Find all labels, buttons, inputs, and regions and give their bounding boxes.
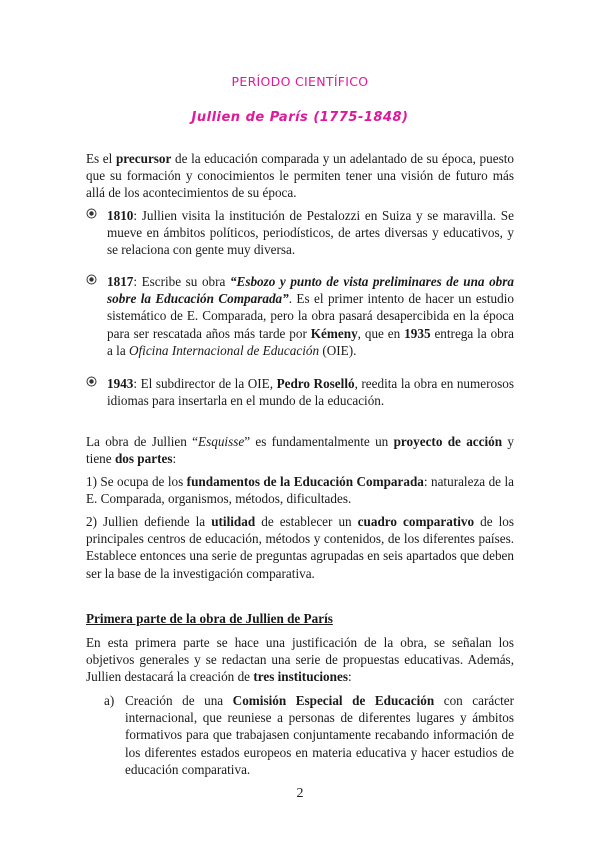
list-item [86,273,514,359]
text: de establecer un [255,514,358,529]
list-item [86,207,514,259]
text: Es el [86,151,116,166]
year: 1817 [107,274,134,289]
page-number: 2 [296,786,304,801]
text: , reedita la obra en numerosos idiomas para insertarla en el mundo de la educación. [107,376,514,409]
text: 1) Se ocupa de los [86,474,187,489]
page-title: PERÍODO CIENTÍFICO [231,74,369,89]
person-name: Kémeny [310,325,358,341]
list-item-text [107,273,514,359]
year: 1935 [404,325,431,341]
text: : El subdirector de la OIE, [133,376,277,391]
text: entrega la obra a la [107,325,514,358]
text: con carácter internacional, que reuniese a personas de diferentes lugares y ámbitos formativos para que trabajasen conjuntamente recabando información de los diferentes estados europeos en materia educativa y hacer estudios de educación comparativa. [125,693,514,777]
text: . Es el primer intento de hacer un estudio sistemático de E. Comparada, pero la obra pasará desapercibida en la época para ser rescatada años más tarde por [107,291,514,341]
year: 1810 [107,208,134,223]
intro-paragraph [86,150,514,202]
list-label: a) [104,693,115,708]
list-item-a [104,692,514,778]
bold-text: utilidad [211,514,256,529]
list-item-text [107,207,514,259]
text: : [172,451,177,467]
esquisse-paragraph [86,433,514,467]
text: Creación de una [125,693,233,708]
text: : Jullien visita la institución de Pestalozzi en Suiza y se maravilla. Se mueve en ámbitos políticos, periodísticos, de artes diversas y educativos, y se relaciona con gente muy diversa. [107,208,514,258]
section-heading: Primera parte de la obra de Jullien de París [86,611,333,626]
bullet-circle-icon [86,376,97,387]
list-item [86,375,514,409]
section-intro-paragraph [86,634,514,686]
text: (OIE). [319,342,357,358]
italic-text: Esquisse [198,434,245,449]
bold-text: tres instituciones [253,669,348,685]
text: 2) Jullien defiende la [86,514,212,529]
text: ” es fundamentalmente un [244,434,394,449]
text: En esta primera parte se hace una justificación de la obra, se señalan los objetivos generales y se redactan una serie de propuestas educativas. Además, Jullien destacará la creación de [86,635,514,685]
organization: Oficina Internacional de Educación [128,342,320,358]
list-item-text [125,692,514,778]
bold-text: Comisión Especial de Educación [232,693,435,708]
year: 1943 [107,376,134,391]
text: , que en [357,325,405,341]
work-title: “Esbozo y punto de vista preliminares de una obra sobre la Educación Comparada” [107,274,514,307]
list-item-text [107,375,514,409]
text: de los principales centros de educación, métodos y contenidos, de los diferentes países. Establece entonces una serie de preguntas agrupadas en seis apartados que deben ser la base de la investigación comparativa. [86,514,514,581]
text: : naturaleza de la E. Comparada, organismos, métodos, dificultades. [86,474,514,507]
bold-text: fundamentos de la Educación Comparada [186,474,424,489]
part1-paragraph [86,473,514,507]
text: : [347,669,352,685]
text: de la educación comparada y un adelantado de su época, puesto que su formación y conocimientos le permiten tener una visión de futuro más allá de los acontecimientos de su época. [86,151,514,201]
bold-text: cuadro comparativo [357,514,475,529]
text: y tiene [86,434,515,467]
bold-text: dos partes [114,451,173,467]
text: La obra de Jullien “ [86,434,199,449]
page-subtitle: Jullien de París (1775-1848) [191,110,409,125]
person-name: Pedro Roselló [276,376,355,391]
bold-text: proyecto de acción [393,434,503,449]
part2-paragraph [86,513,514,582]
text: : Escribe su obra [133,274,230,289]
bold-text: precursor [115,151,172,166]
bullet-circle-icon [86,274,97,285]
bullet-circle-icon [86,208,97,219]
